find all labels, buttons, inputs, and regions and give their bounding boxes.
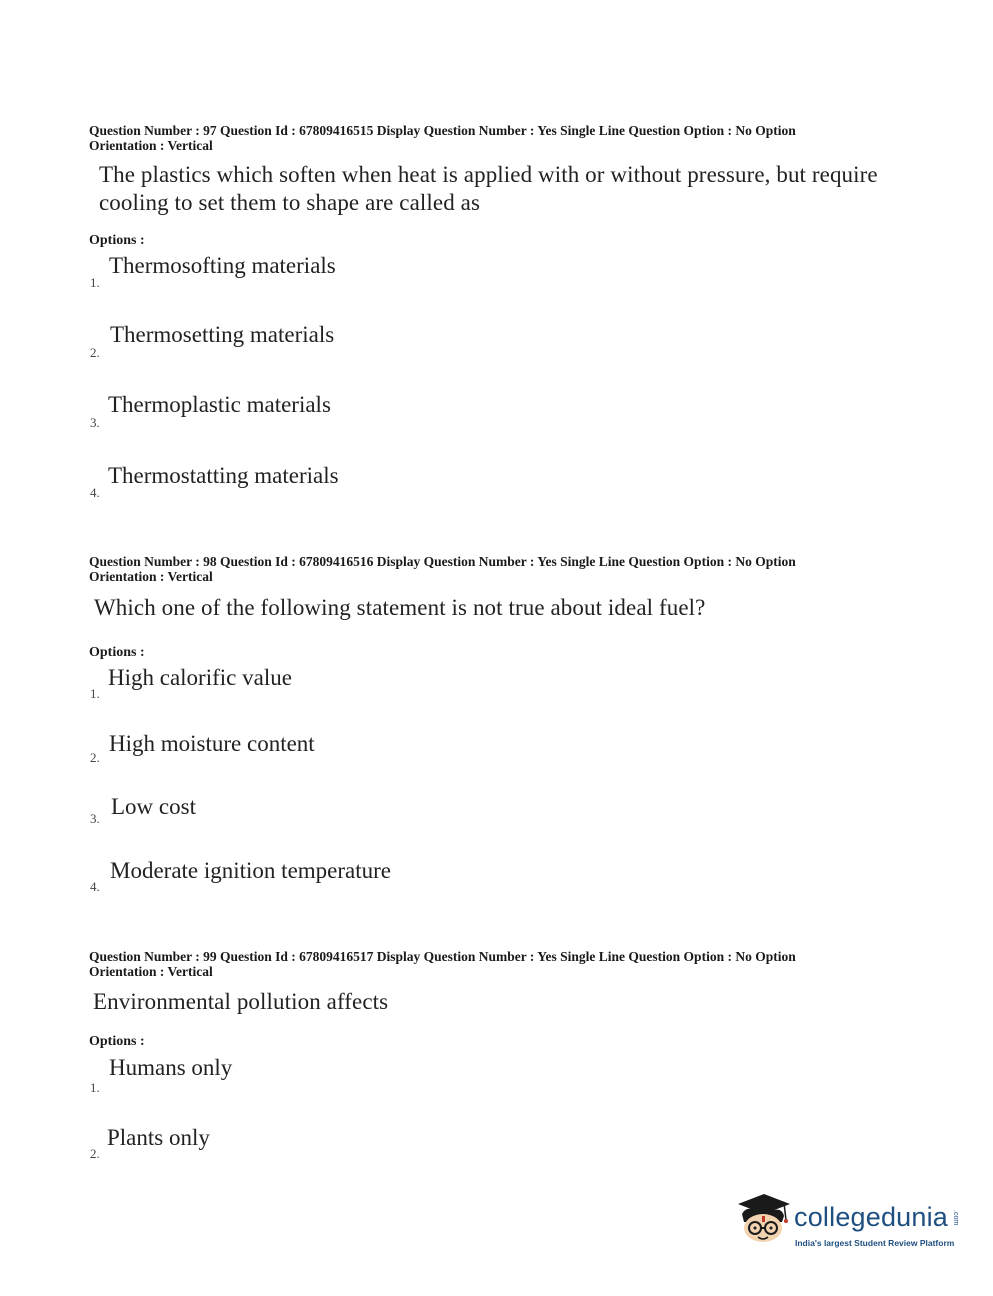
question-text	[99, 161, 878, 217]
logo-wordmark: collegedunia	[794, 1202, 949, 1232]
question-text-line1: Environmental pollution affects	[93, 989, 389, 1014]
student-mascot-icon	[734, 1188, 794, 1260]
option-text: Plants only	[107, 1125, 210, 1150]
option-text: Thermoplastic materials	[108, 392, 331, 417]
option-number: 3.	[90, 811, 100, 826]
option-number: 2.	[90, 345, 100, 360]
options-label: Options :	[89, 233, 145, 248]
option-text: Moderate ignition temperature	[110, 858, 392, 883]
question-meta-line1: Question Number : 98 Question Id : 67809416516 Display Question Number : Yes Single Line Question Option : No Option	[89, 554, 796, 569]
option-number: 1.	[90, 686, 100, 701]
collegedunia-logo	[734, 1188, 964, 1260]
question-text	[93, 988, 388, 1016]
option-text: High moisture content	[109, 731, 315, 756]
question-meta-line2: Orientation : Vertical	[89, 138, 213, 153]
option-text: Thermosofting materials	[109, 253, 336, 278]
option-number: 4.	[90, 879, 100, 894]
question-meta-line1: Question Number : 97 Question Id : 67809416515 Display Question Number : Yes Single Line Question Option : No Option	[89, 123, 796, 138]
logo-tagline: India's largest Student Review Platform	[795, 1238, 955, 1248]
question-meta-line2: Orientation : Vertical	[89, 964, 213, 979]
question-text-line2: cooling to set them to shape are called as	[99, 190, 481, 215]
question-meta-line1: Question Number : 99 Question Id : 67809416517 Display Question Number : Yes Single Line Question Option : No Option	[89, 949, 796, 964]
option-number: 2.	[90, 750, 100, 765]
option-text: Thermostatting materials	[108, 463, 339, 488]
question-text	[94, 594, 705, 622]
option-number: 1.	[90, 275, 100, 290]
question-text-line1: Which one of the following statement is not true about ideal fuel?	[94, 595, 706, 620]
option-number: 2.	[90, 1146, 100, 1161]
question-meta	[89, 554, 889, 584]
option-text: Humans only	[109, 1055, 233, 1080]
option-text: Thermosetting materials	[110, 322, 335, 347]
option-text: Low cost	[111, 794, 196, 819]
question-meta	[89, 123, 889, 153]
question-text-line1: The plastics which soften when heat is applied with or without pressure, but require	[99, 162, 878, 187]
options-label: Options :	[89, 645, 145, 660]
option-text: High calorific value	[108, 665, 292, 690]
option-number: 1.	[90, 1080, 100, 1095]
option-number: 3.	[90, 415, 100, 430]
option-number: 4.	[90, 485, 100, 500]
logo-com: .com	[952, 1210, 959, 1226]
options-label: Options :	[89, 1034, 145, 1049]
question-meta-line2: Orientation : Vertical	[89, 569, 213, 584]
question-meta	[89, 949, 889, 979]
